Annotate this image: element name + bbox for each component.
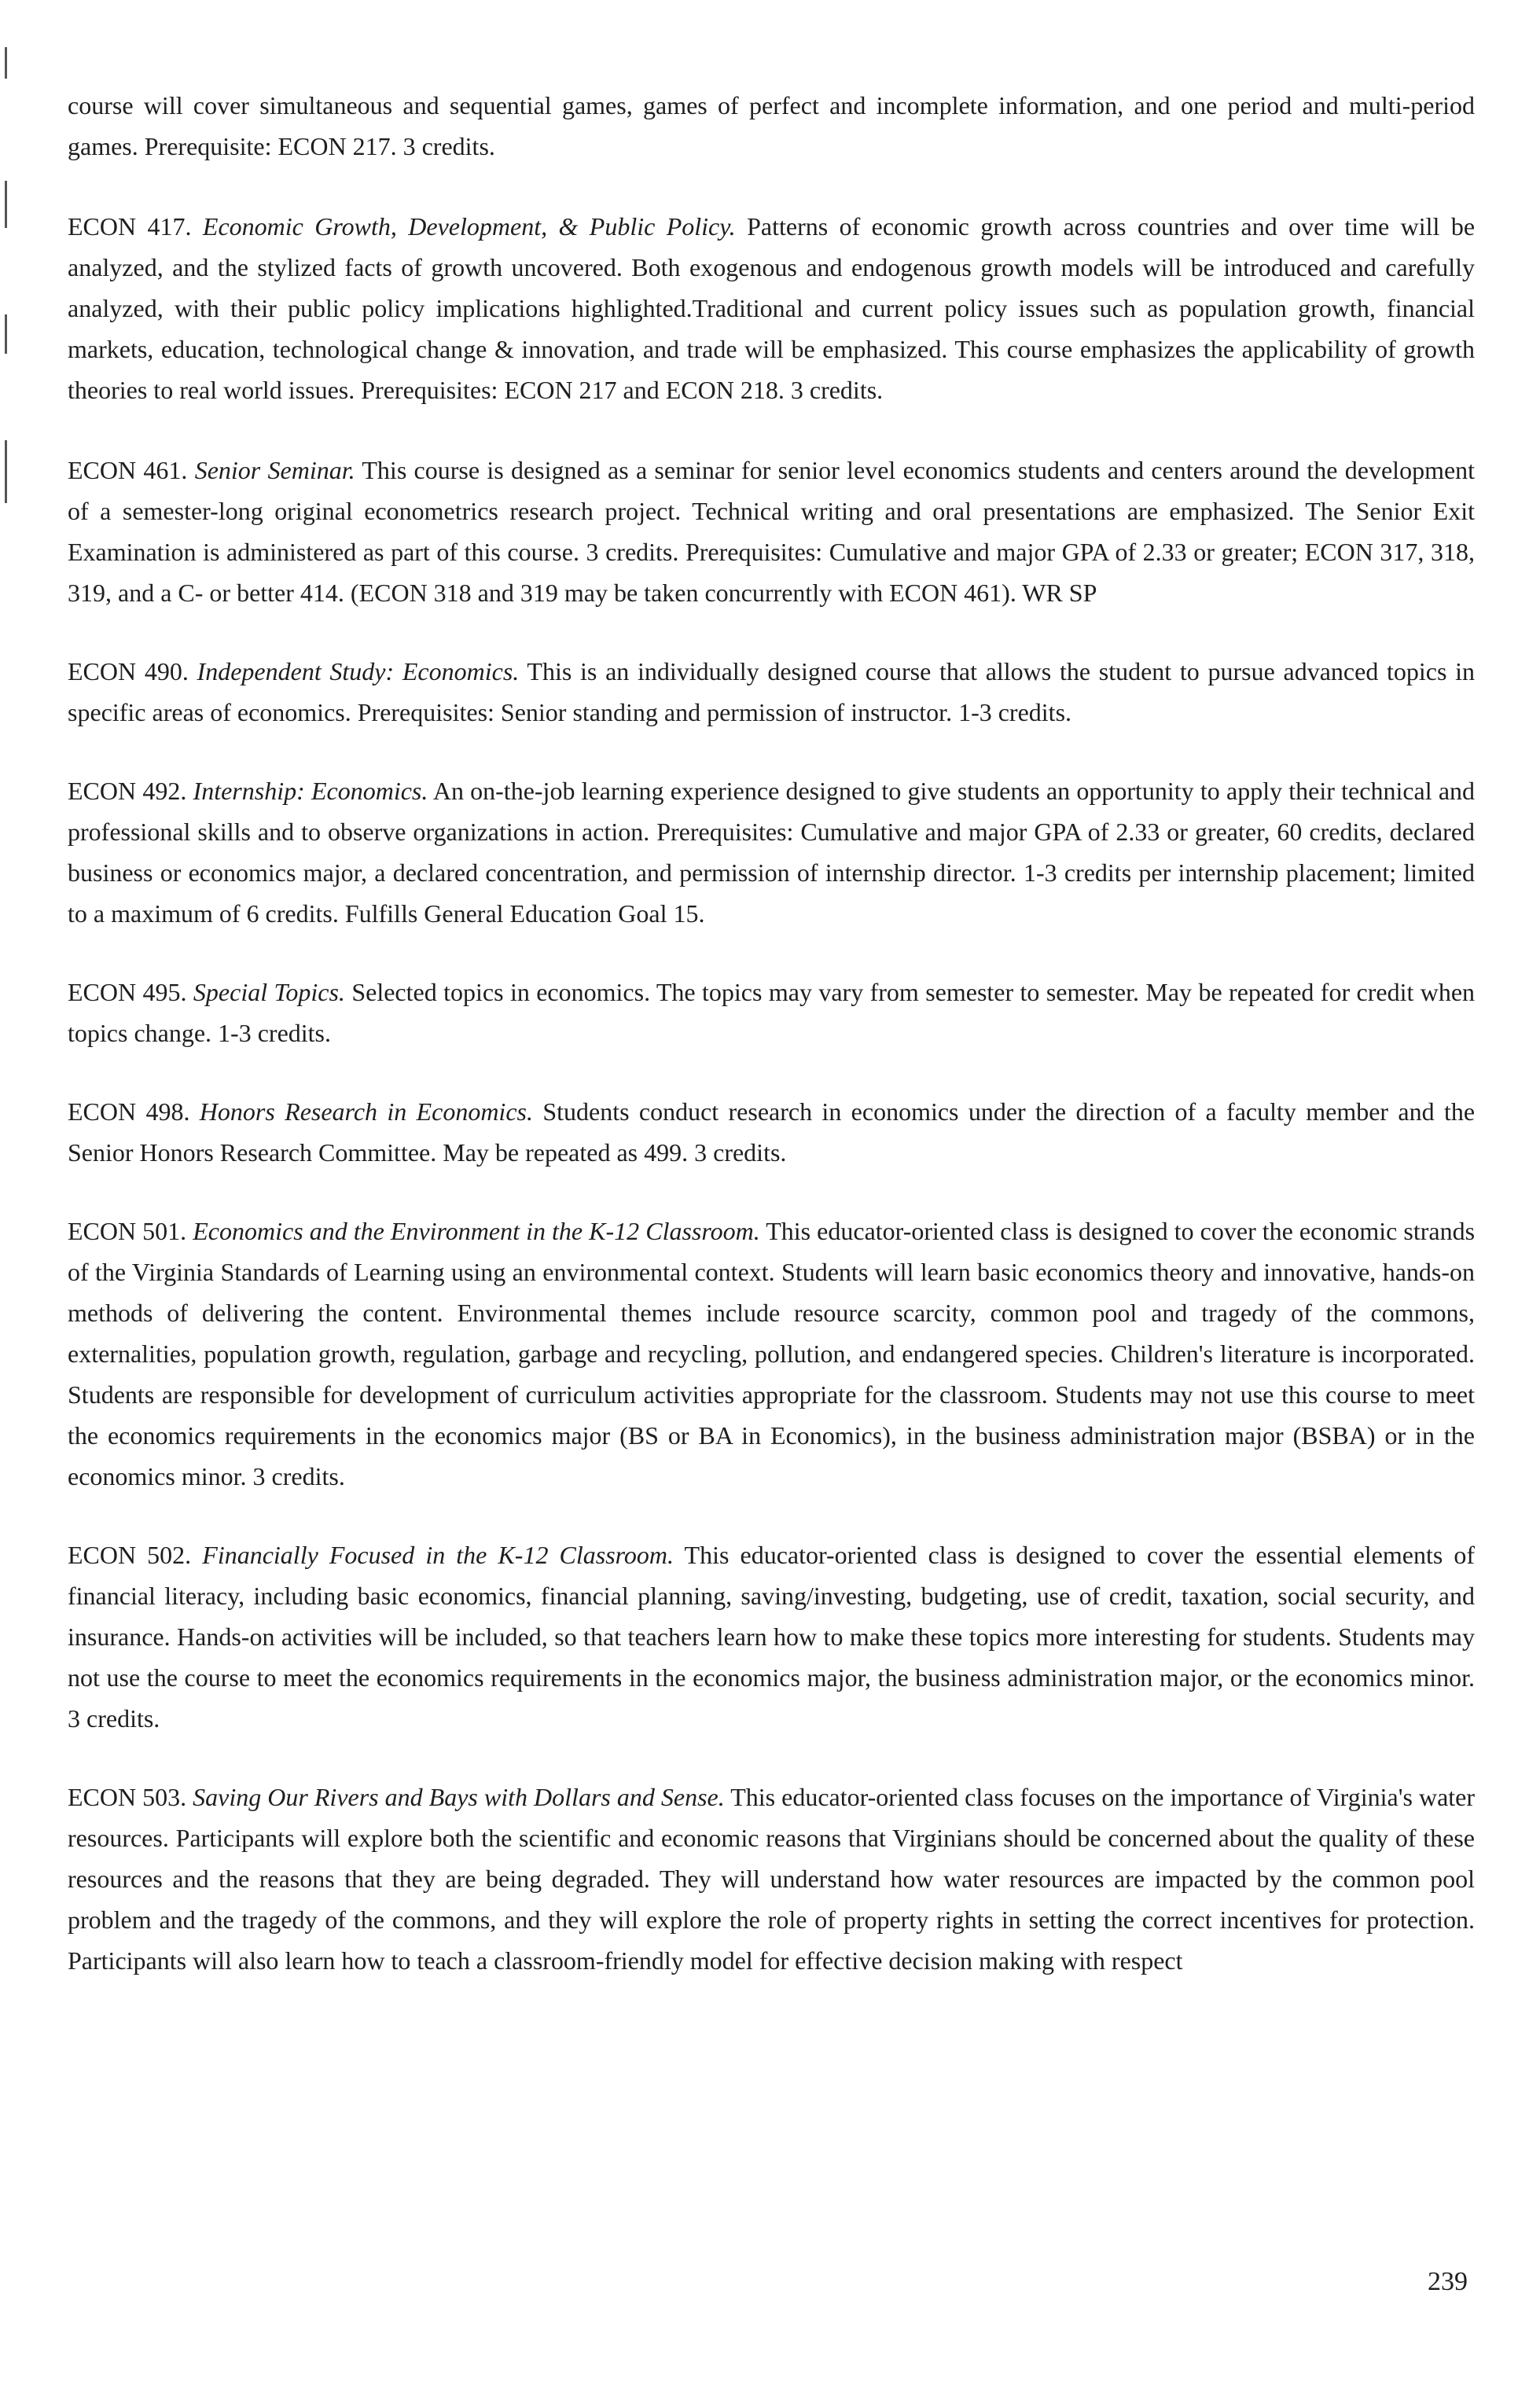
course-code: ECON 495.	[68, 978, 187, 1006]
course-description: Selected topics in economics. The topics may vary from semester to semester. May be repeated for credit when topics change. 1-3 credits.	[68, 978, 1476, 1047]
intro-paragraph: course will cover simultaneous and sequential games, games of perfect and incomplete information, and one period and multi-period games. Prerequisite: ECON 217. 3 credits.	[68, 91, 1475, 160]
scan-edge-mark	[5, 47, 7, 79]
course-code: ECON 502.	[68, 1541, 192, 1569]
course-entry	[68, 1211, 1475, 1497]
scan-edge-mark	[5, 181, 7, 228]
scan-edge-mark	[5, 314, 7, 354]
course-description: This is an individually designed course that allows the student to pursue advanced topics in specific areas of economics. Prerequisites: Senior standing and permission of instructor. 1-3 credits.	[68, 657, 1476, 726]
course-title: Saving Our Rivers and Bays with Dollars and Sense.	[193, 1783, 725, 1811]
course-entry	[68, 206, 1475, 410]
course-code: ECON 501.	[68, 1217, 187, 1245]
course-entry	[68, 1091, 1475, 1173]
course-entry	[68, 1777, 1475, 1981]
course-title: Honors Research in Economics.	[199, 1097, 533, 1126]
course-description: This educator-oriented class is designed to cover the essential elements of financial literacy, including basic economics, financial planning, saving/investing, budgeting, use of credit, taxation, social security, and insurance. Hands-on activities will be included, so that teachers learn how to make these topics more interesting for students. Students may not use the course to meet the economics requirements in the economics major, the business administration major, or the economics minor. 3 credits.	[68, 1541, 1476, 1733]
course-description: This educator-oriented class focuses on the importance of Virginia's water resources. Participants will explore both the scientific and economic reasons that Virginians should be concerned about the quality of these resources and the reasons that they are being degraded. They will understand how water resources are impacted by the common pool problem and the tragedy of the commons, and they will explore the role of property rights in setting the correct incentives for protection. Participants will also learn how to teach a classroom-friendly model for effective decision making with respect	[68, 1783, 1476, 1975]
course-title: Independent Study: Economics.	[197, 657, 520, 685]
course-description: Patterns of economic growth across countries and over time will be analyzed, and the stylized facts of growth uncovered. Both exogenous and endogenous growth models will be introduced and carefully analyzed, with their public policy implications highlighted.Traditional and current policy issues such as population growth, financial markets, education, technological change & innovation, and trade will be emphasized. This course emphasizes the applicability of growth theories to real world issues. Prerequisites: ECON 217 and ECON 218. 3 credits.	[68, 212, 1476, 404]
course-title: Financially Focused in the K-12 Classroom.	[202, 1541, 674, 1569]
course-title: Special Topics.	[193, 978, 345, 1006]
page-number: 239	[1428, 2267, 1468, 2296]
course-title: Senior Seminar.	[194, 456, 355, 484]
course-code: ECON 498.	[68, 1097, 190, 1126]
scan-edge-mark	[5, 440, 7, 503]
course-code: ECON 503.	[68, 1783, 187, 1811]
course-code: ECON 461.	[68, 456, 188, 484]
course-entry	[68, 450, 1475, 613]
course-code: ECON 492.	[68, 777, 187, 805]
course-list	[68, 206, 1475, 1981]
course-description: This educator-oriented class is designed to cover the economic strands of the Virginia Standards of Learning using an environmental context. Students will learn basic economics theory and innovative, hands-on methods of delivering the content. Environmental themes include resource scarcity, common pool and tragedy of the commons, externalities, population growth, regulation, garbage and recycling, pollution, and endangered species. Children's literature is incorporated. Students are responsible for development of curriculum activities appropriate for the classroom. Students may not use this course to meet the economics requirements in the economics major (BS or BA in Economics), in the business administration major (BSBA) or in the economics minor. 3 credits.	[68, 1217, 1476, 1490]
course-description: This course is designed as a seminar for senior level economics students and centers around the development of a semester-long original econometrics research project. Technical writing and oral presentations are emphasized. The Senior Exit Examination is administered as part of this course. 3 credits. Prerequisites: Cumulative and major GPA of 2.33 or greater; ECON 317, 318, 319, and a C- or better 414. (ECON 318 and 319 may be taken concurrently with ECON 461). WR SP	[68, 456, 1476, 607]
course-title: Economics and the Environment in the K-12 Classroom.	[193, 1217, 760, 1245]
course-description: Students conduct research in economics under the direction of a faculty member and the Senior Honors Research Committee. May be repeated as 499. 3 credits.	[68, 1097, 1476, 1167]
course-entry	[68, 972, 1475, 1053]
course-entry	[68, 1534, 1475, 1739]
course-code: ECON 417.	[68, 212, 192, 241]
course-entry	[68, 770, 1475, 934]
course-title: Economic Growth, Development, & Public Policy.	[202, 212, 736, 241]
course-entry	[68, 651, 1475, 733]
catalog-page	[68, 85, 1475, 2019]
course-title: Internship: Economics.	[193, 777, 428, 805]
course-description: An on-the-job learning experience designed to give students an opportunity to apply their technical and professional skills and to observe organizations in action. Prerequisites: Cumulative and major GPA of 2.33 or greater, 60 credits, declared business or economics major, a declared concentration, and permission of internship director. 1-3 credits per internship placement; limited to a maximum of 6 credits. Fulfills General Education Goal 15.	[68, 777, 1476, 928]
course-code: ECON 490.	[68, 657, 189, 685]
